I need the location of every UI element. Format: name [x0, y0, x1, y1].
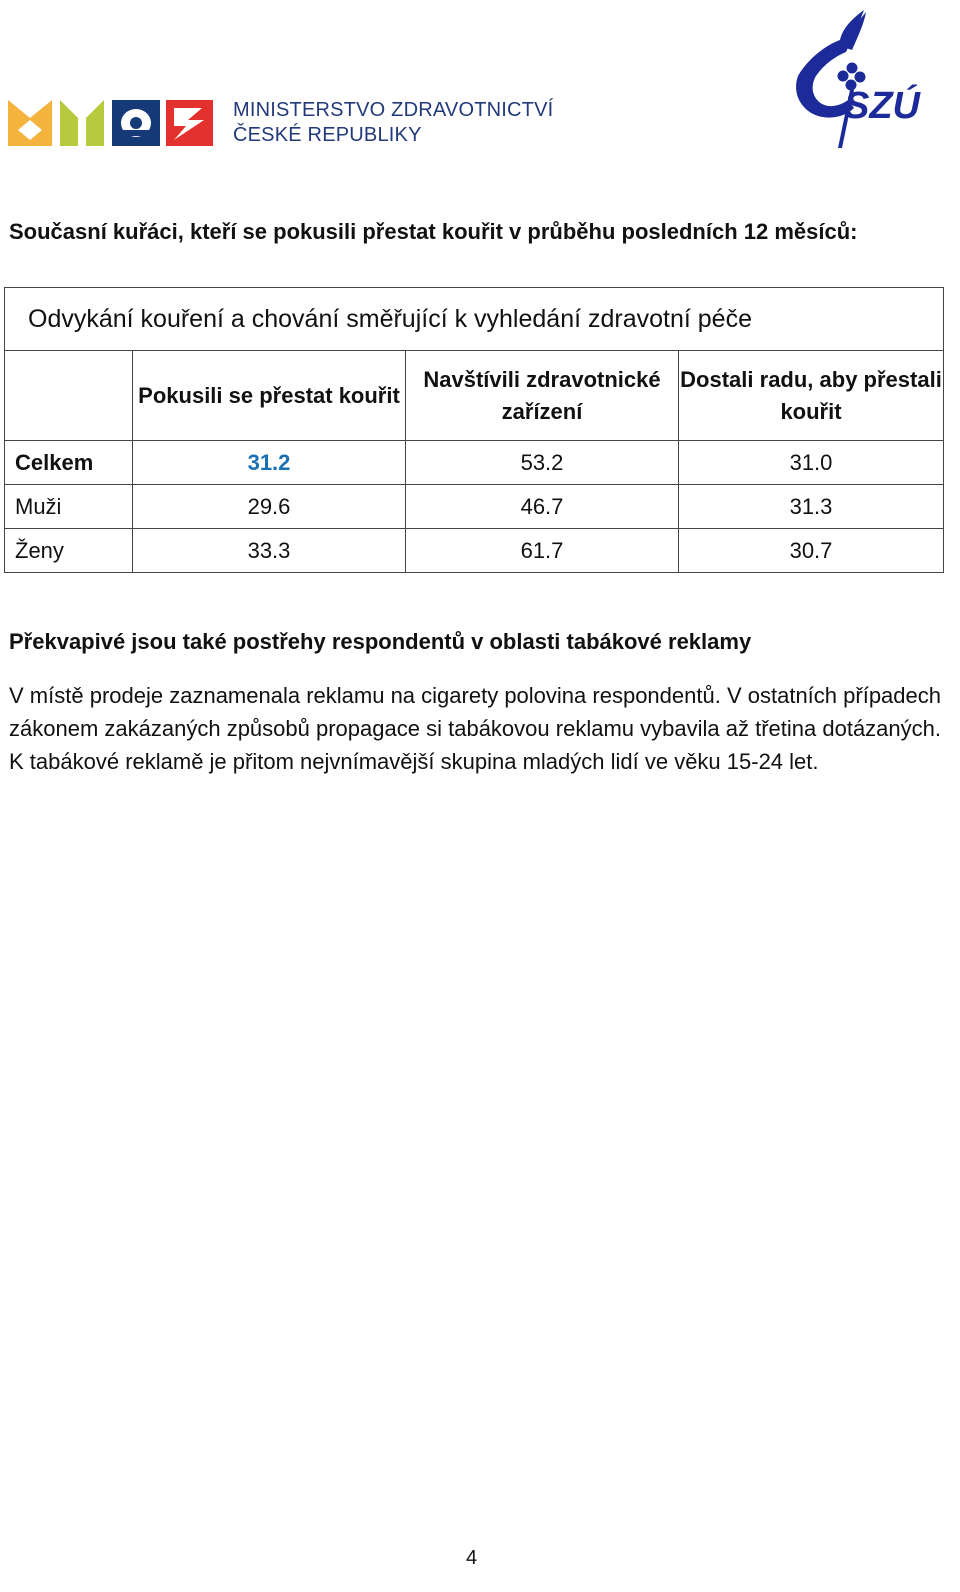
table-row [5, 529, 944, 573]
table-cell: 31.0 [679, 441, 944, 485]
table-header-advised: Dostali radu, aby přestali kouřit [679, 351, 944, 441]
row-label: Celkem [5, 441, 133, 485]
table-header-empty [5, 351, 133, 441]
body-paragraph: V místě prodeje zaznamenala reklamu na cigarety polovina respondentů. V ostatních případech zákonem zakázaných způsobů propagace si tabákovou reklamu vybavila až třetina dotázaných. K tabákové reklamě je přitom nejvnímavější skupina mladých lidí ve věku 15-24 let. [9, 683, 941, 774]
row-label: Muži [5, 485, 133, 529]
ministry-name-line1: MINISTERSTVO ZDRAVOTNICTVÍ [233, 99, 554, 121]
table-cell: 31.2 [133, 441, 406, 485]
section-title: Současní kuřáci, kteří se pokusili přestat kouřit v průběhu posledních 12 měsíců: [9, 219, 858, 244]
szu-logo-icon [792, 6, 947, 154]
ministry-logo-icon [8, 100, 213, 146]
table-cell: 29.6 [133, 485, 406, 529]
table-cell: 46.7 [406, 485, 679, 529]
szu-logo-text: SZÚ [844, 85, 920, 127]
table-caption: Odvykání kouření a chování směřující k vyhledání zdravotní péče [5, 288, 944, 351]
row-label: Ženy [5, 529, 133, 573]
page-header [0, 0, 960, 170]
data-table [4, 287, 944, 573]
table-row [5, 485, 944, 529]
table-cell: 53.2 [406, 441, 679, 485]
page-number: 4 [466, 1547, 478, 1569]
table-cell: 61.7 [406, 529, 679, 573]
table-cell: 30.7 [679, 529, 944, 573]
table-header-visited: Navštívili zdravotnické zařízení [406, 351, 679, 441]
table-cell: 31.3 [679, 485, 944, 529]
ministry-name [233, 98, 553, 148]
table-row [5, 441, 944, 485]
table-header-attempted: Pokusili se přestat kouřit [133, 351, 406, 441]
table-cell: 33.3 [133, 529, 406, 573]
sub-title: Překvapivé jsou také postřehy respondentů v oblasti tabákové reklamy [9, 629, 752, 654]
ministry-name-line2: ČESKÉ REPUBLIKY [233, 124, 422, 146]
